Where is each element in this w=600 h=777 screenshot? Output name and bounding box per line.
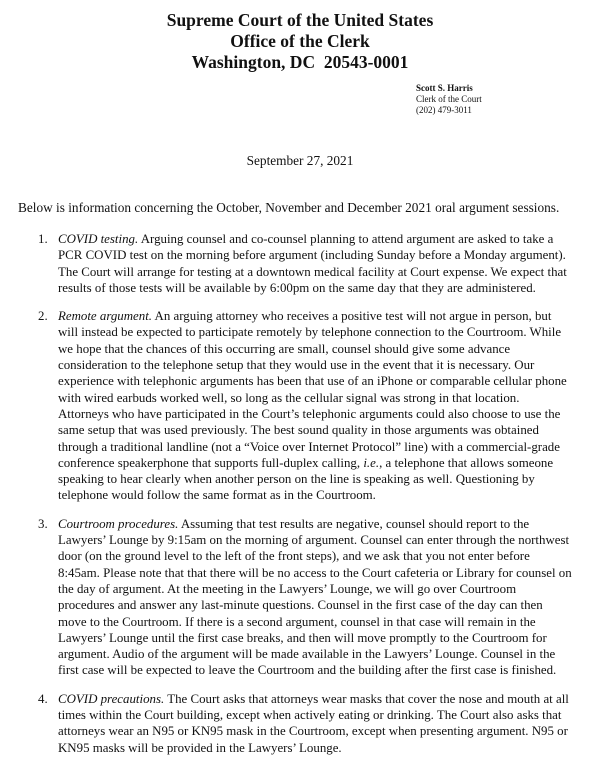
clerk-contact-block	[416, 83, 482, 116]
item-body: Arguing counsel and co-counsel planning to attend argument are asked to take a PCR COVID test on the morning before argument (including Sunday before a Monday argument). The Court will arrange for testing at a downtown medical facility at Court expense. We expect that results of those tests will be available by 6:00pm on the same day that they are administered.	[58, 232, 567, 295]
letterhead-office: Office of the Clerk	[230, 31, 370, 51]
item-title: Remote argument.	[58, 309, 153, 324]
letterhead-court-name: Supreme Court of the United States	[166, 10, 434, 30]
intro-paragraph: Below is information concerning the October, November and December 2021 oral argument sessions.	[18, 200, 560, 215]
list-item-covid-precautions	[0, 691, 600, 756]
item-number: 1.	[38, 232, 48, 246]
clerk-name: Scott S. Harris	[416, 83, 473, 93]
numbered-list	[0, 231, 600, 768]
letter-date: September 27, 2021	[246, 153, 354, 168]
item-body: The Court asks that attorneys wear masks that cover the nose and mouth at all times within the Court building, except when actively eating or drinking. The Court also asks that attorneys wear an N95 or KN95 mask in the Courtroom, except when presenting argument. N95 or KN95 masks will be provided in the Lawyers’ Lounge.	[58, 691, 569, 755]
item-title: Courtroom procedures.	[58, 516, 179, 531]
list-item-remote-argument	[0, 308, 600, 504]
letterhead-address: Washington, DC 20543-0001	[191, 52, 409, 72]
list-item-covid-testing	[0, 231, 600, 296]
item-title: COVID precautions.	[58, 691, 165, 706]
list-item-courtroom-procedures	[0, 516, 600, 679]
item-title: COVID testing.	[58, 232, 139, 246]
item-number: 3.	[38, 516, 48, 531]
clerk-phone: (202) 479-3011	[416, 105, 472, 115]
letterhead	[0, 10, 600, 73]
item-number: 2.	[38, 309, 48, 324]
item-body: Assuming that test results are negative, counsel should report to the Lawyers’ Lounge by 9:15am on the morning of argument. Counsel can enter through the northwest door (on the ground level to the left of the front steps), and we ask that you not enter before 8:45am. Please note that that there will be no access to the Court cafeteria or Library for counsel on the day of argument. At the meeting in the Lawyers’ Lounge, we will go over Courtroom procedures and answer any last-minute questions. Counsel in the first case of the day can then move to the Courtroom. If there is a second argument, counsel in that case will remain in the Lawyers’ Lounge until the first case breaks, and then will move promptly to the Courtroom for argument. Audio of the argument will be made available in the Lawyers’ Lounge. Counsel in the first case will be expected to leave the Courtroom and the building after the first case is finished.	[58, 516, 572, 678]
clerk-title: Clerk of the Court	[416, 94, 482, 104]
item-body-ie: i.e.	[363, 455, 380, 470]
item-body-cont: , a telephone that allows someone speaking to hear clearly when another person on the line is speaking as well. Questioning by telephone would follow the same format as in the Courtroom.	[58, 455, 554, 503]
item-body: An arguing attorney who receives a positive test will not argue in person, but will instead be expected to participate remotely by telephone connection to the Courtroom. While we hope that the chances of this occurring are small, counsel should give some advance consideration to the telephone setup that they would use in the event that it is necessary. Our experience with telephonic arguments has been that use of an iPhone or comparable cellular phone with wired earbuds worked well, so long as the cellular signal was strong in that location. Attorneys who have participated in the Court’s telephonic arguments could also choose to use the same setup that was used previously. The best sound quality in those arguments was obtained through a traditional landline (not a “Voice over Internet Protocol” line) with a commercial-grade conference speakerphone that supports full-duplex calling,	[58, 309, 567, 470]
item-number: 4.	[38, 691, 48, 706]
